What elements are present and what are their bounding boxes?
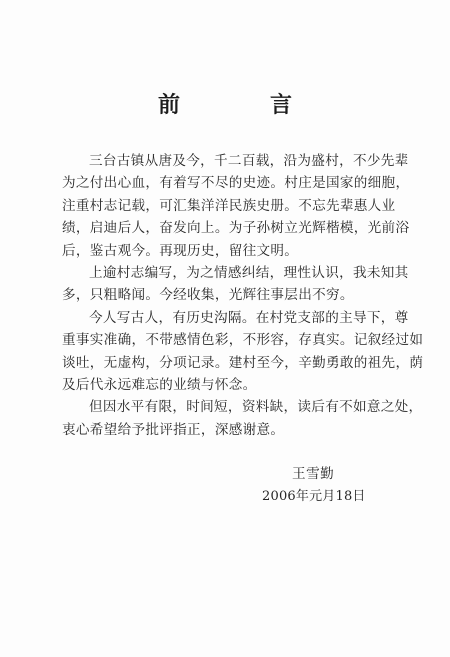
text-line: 今人写古人，有历史沟隔。在村党支部的主导下，尊 — [89, 309, 409, 326]
text-line: 三台古镇从唐及今，千二百载，沿为盛村，不少先辈 — [89, 153, 409, 169]
body-text — [62, 150, 424, 441]
text-line: 绩，启迪后人，奋发向上。为子孙树立光辉楷模，光前浴 — [62, 220, 410, 237]
text-line: 注重村志记载，可汇集洋洋民族史册。不忘先辈惠人业 — [62, 197, 396, 214]
text-line: 后，鉴古观今。再现历史，留往文明。 — [62, 242, 299, 259]
text-line: 上逾村志编写，为之情感纠结，理性认识，我未知其 — [89, 265, 409, 282]
author-signature: 王雪勤 — [292, 466, 335, 482]
paragraph-2 — [62, 262, 409, 307]
paragraph-4 — [62, 396, 423, 441]
text-line: 谈吐，无虚构，分项记录。建村至今，辛勤勇敢的祖先，荫 — [62, 354, 424, 371]
text-line: 衷心希望给予批评指正，深感谢意。 — [62, 421, 285, 438]
text-line: 及后代永远难忘的业绩与怀念。 — [62, 377, 257, 394]
page-title: 前 言 — [157, 92, 326, 118]
text-line: 多，只粗略闻。今经收集，光辉往事层出不穷。 — [62, 287, 354, 304]
text-line: 但因水平有限，时间短，资料缺，读后有不如意之处， — [89, 399, 423, 416]
paragraph-3 — [62, 307, 424, 397]
text-line: 为之付出心血，有着写不尽的史迹。村庄是国家的细胞， — [62, 175, 410, 192]
paragraph-1 — [62, 150, 410, 262]
text-line: 重事实准确，不带感情色彩，不形容，存真实。记叙经过如 — [62, 332, 424, 349]
signature-date: 2006年元月18日 — [262, 489, 366, 504]
